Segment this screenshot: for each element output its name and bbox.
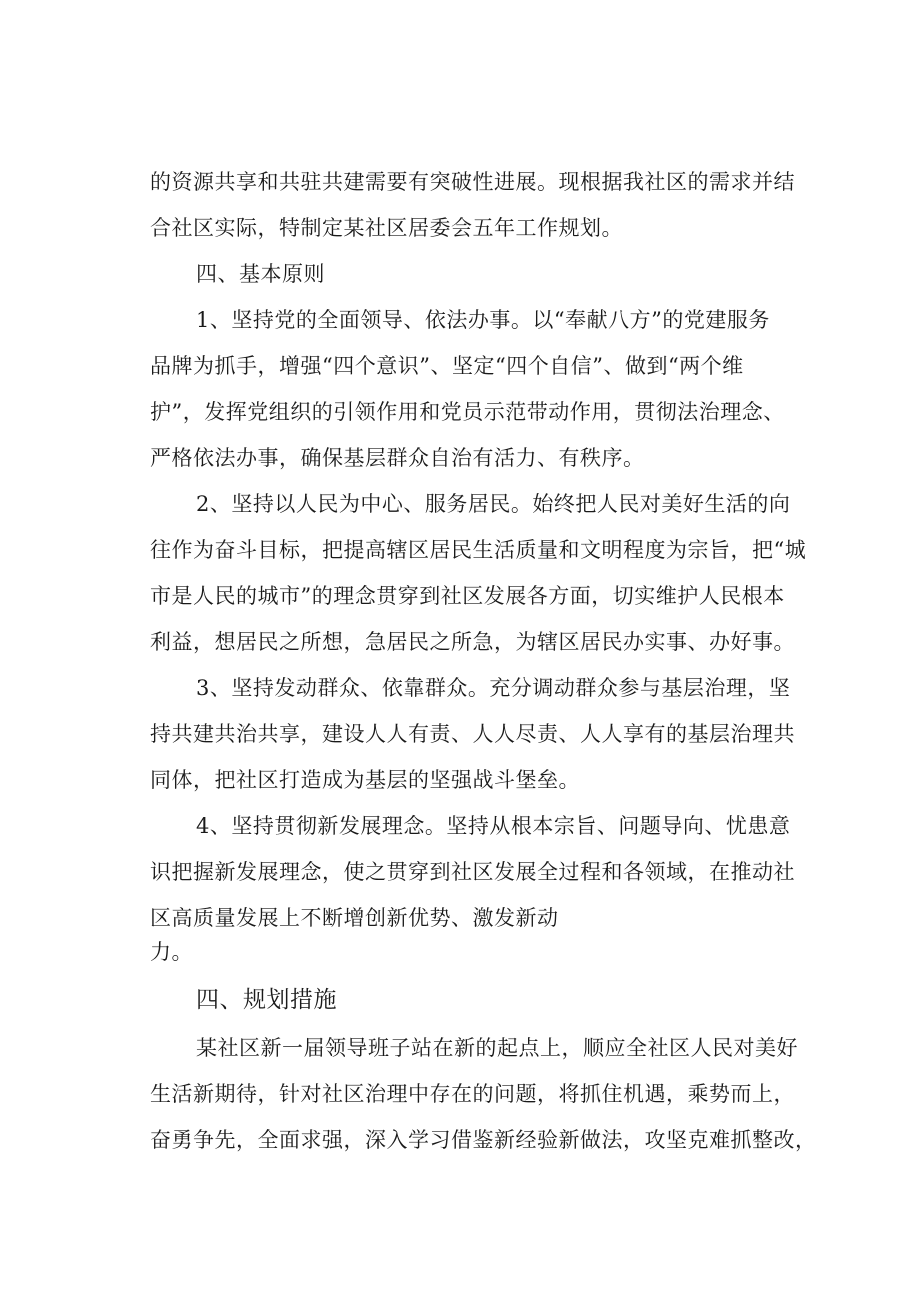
paragraph-line: 2、坚持以人民为中心、服务居民。始终把人民对美好生活的向 [196, 492, 791, 516]
section-subtitle: 四、基本原则 [196, 262, 325, 286]
paragraph-line: 的资源共享和共驻共建需要有突破性进展。现根据我社区的需求并结 [150, 170, 795, 194]
paragraph-line: 往作为奋斗目标，把提高辖区居民生活质量和文明程度为宗旨，把“城 [150, 538, 807, 562]
paragraph-line: 区高质量发展上不断增创新优势、激发新动 [150, 906, 559, 930]
paragraph-line: 合社区实际，特制定某社区居委会五年工作规划。 [150, 216, 623, 240]
paragraph-line: 力。 [150, 940, 193, 964]
paragraph-line: 市是人民的城市”的理念贯穿到社区发展各方面，切实维护人民根本 [150, 584, 785, 608]
paragraph-line: 持共建共治共享，建设人人有责、人人尽责、人人享有的基层治理共 [150, 722, 795, 746]
paragraph-line: 严格依法办事，确保基层群众自治有活力、有秩序。 [150, 446, 645, 470]
paragraph-line: 1、坚持党的全面领导、依法办事。以“奉献八方”的党建服务 [196, 308, 770, 332]
paragraph-line: 奋勇争先，全面求强，深入学习借鉴新经验新做法，攻坚克难抓整改， [150, 1128, 817, 1152]
paragraph-line: 4、坚持贯彻新发展理念。坚持从根本宗旨、问题导向、忧患意 [196, 814, 791, 838]
paragraph-line: 生活新期待，针对社区治理中存在的问题，将抓住机遇，乘势而上， [150, 1082, 795, 1106]
paragraph-line: 识把握新发展理念，使之贯穿到社区发展全过程和各领域，在推动社 [150, 860, 795, 884]
paragraph-line: 3、坚持发动群众、依靠群众。充分调动群众参与基层治理，坚 [196, 676, 791, 700]
paragraph-line: 护”，发挥党组织的引领作用和党员示范带动作用，贯彻法治理念、 [150, 400, 785, 424]
paragraph-line: 品牌为抓手，增强“四个意识”、坚定“四个自信”、做到“两个维 [150, 354, 744, 378]
section-heading: 四、规划措施 [196, 987, 337, 1013]
paragraph-line: 某社区新一届领导班子站在新的起点上，顺应全社区人民对美好 [196, 1036, 798, 1060]
paragraph-line: 同体，把社区打造成为基层的坚强战斗堡垒。 [150, 768, 580, 792]
paragraph-line: 利益，想居民之所想，急居民之所急，为辖区居民办实事、办好事。 [150, 630, 795, 654]
